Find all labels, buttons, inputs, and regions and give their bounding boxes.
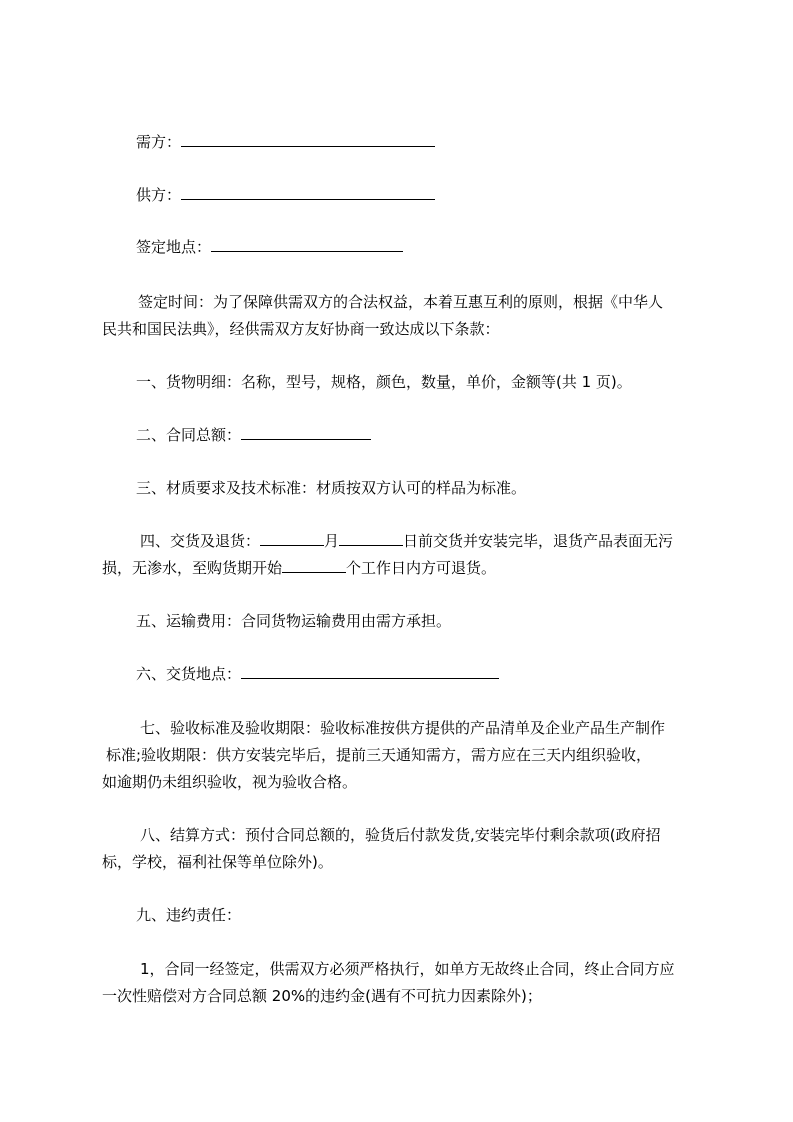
party-b-row: [136, 132, 435, 152]
place-label: 签定地点：: [136, 238, 212, 256]
clause-1: 一、货物明细：名称，型号，规格，颜色，数量，单价，金额等(共 1 页)。: [136, 373, 632, 391]
clause-8-line-1: 八、结算方式：预付合同总额的，验货后付款发货,安装完毕付剩余款项(政府招: [140, 826, 661, 844]
party-a-row: [136, 185, 435, 205]
party-b-label: 需方：: [136, 133, 182, 151]
clause-4-mid: 日前交货并安装完毕，退货产品表面无污: [403, 532, 674, 550]
clause-6-row: [136, 664, 499, 684]
clause-9-item-1-line-1: 1，合同一经签定，供需双方必须严格执行，如单方无故终止合同，终止合同方应: [140, 960, 675, 978]
place-blank[interactable]: [211, 237, 403, 252]
party-a-blank[interactable]: [181, 185, 435, 200]
delivery-day-blank[interactable]: [339, 531, 403, 546]
total-amount-blank[interactable]: [241, 425, 371, 440]
party-a-label: 供方：: [136, 186, 182, 204]
party-b-blank[interactable]: [181, 132, 435, 147]
return-days-blank[interactable]: [282, 558, 346, 573]
clause-4-line2b: 个工作日内方可退货。: [346, 559, 497, 577]
delivery-month-blank[interactable]: [260, 531, 324, 546]
clause-2-label: 二、合同总额：: [136, 426, 242, 444]
clause-9-title: 九、违约责任：: [136, 906, 242, 924]
clause-8-line-2: 标，学校，福利社保等单位除外)。: [102, 853, 333, 871]
clause-3: 三、材质要求及技术标准：材质按双方认可的样品为标准。: [136, 479, 527, 497]
clause-9-item-1-line-2: 一次性赔偿对方合同总额 20%的违约金(遇有不可抗力因素除外)；: [102, 987, 542, 1005]
time-line-2: 民共和国民法典》，经供需双方友好协商一致达成以下条款：: [102, 320, 500, 338]
clause-2-row: [136, 425, 371, 445]
clause-4-prefix: 四、交货及退货：: [140, 532, 261, 550]
clause-6-label: 六、交货地点：: [136, 665, 242, 683]
time-line-1: 签定时间：为了保障供需双方的合法权益，本着互惠互利的原则，根据《中华人: [138, 293, 664, 311]
clause-7-line-1: 七、验收标准及验收期限：验收标准按供方提供的产品清单及企业产品生产制作: [140, 719, 666, 737]
delivery-place-blank[interactable]: [241, 664, 499, 679]
clause-7-line-3: 如逾期仍未组织验收，视为验收合格。: [102, 773, 358, 791]
clause-5: 五、运输费用：合同货物运输费用由需方承担。: [136, 612, 452, 630]
place-row: [136, 237, 403, 257]
clause-7-line-2: 标准;验收期限：供方安装完毕后，提前三天通知需方，需方应在三天内组织验收，: [106, 746, 652, 764]
clause-4-month: 月: [324, 532, 340, 550]
clause-4-line2a: 损，无渗水，至购货期开始: [102, 559, 283, 577]
clause-4-line-1: [140, 531, 673, 551]
clause-4-line-2: [102, 558, 496, 578]
